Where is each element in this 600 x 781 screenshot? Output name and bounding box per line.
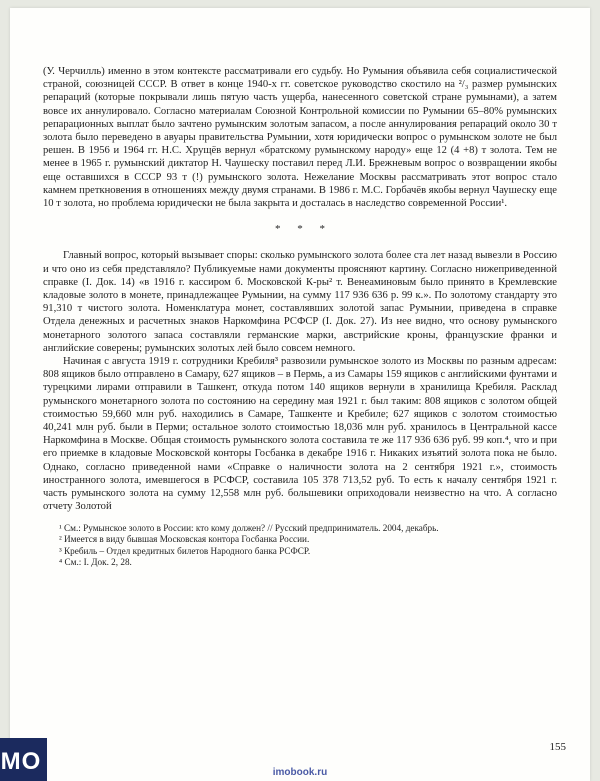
publisher-logo xyxy=(0,738,47,781)
paragraph-main-question: Главный вопрос, который вызывает споры: сколько румынского золота более ста лет назад вывезли в Россию и что оно из себя представляло? Публикуемые нами документы проясняют картину. Согласно нижеприведенной справке (I. Док. 14) «в 1916 г. кассиром б. Московской К-ры² т. Венеаминовым было принято в Кремлевские кладовые золото в монете, принадлежащее Румынии, на сумму 117 936 636 р. 99 к.». По золотому стандарту это 91,310 т чистого золота. Номенклатура монет, составлявших золотой запас Румынии, приведена в справке Отдела денежных и расчетных знаков Наркомфина РСФСР (I. Док. 27). Из нее видно, что основу румынского монетарного золотого запаса составляли германские марки, австрийские кроны, французские франки и английские соверены; румынских золотых лей было совсем немного. xyxy=(43,250,557,354)
main-text-block xyxy=(10,8,590,514)
section-separator: * * * xyxy=(275,223,325,236)
page-number: 155 xyxy=(549,741,566,753)
footnote-1: ¹ См.: Румынское золото в России: кто кому должен? // Русский предприниматель. 2004, декабрь. xyxy=(59,522,439,533)
footnote-2: ² Имеется в виду бывшая Московская контора Госбанка России. xyxy=(59,534,310,545)
footnote-3: ³ Кребиль – Отдел кредитных билетов Народного банка РСФСР. xyxy=(59,545,311,556)
footnotes-block xyxy=(10,523,590,569)
publisher-logo-text: МО xyxy=(0,748,42,775)
paragraph-gold-distribution: Начиная с августа 1919 г. сотрудники Кребиля³ развозили румынское золото из Москвы по разным адресам: 808 ящиков было отправлено в Самару, 627 ящиков – в Пермь, а из Самары 159 ящиков с английскими фунтами и турецкими лирами отправили в Ташкент, откуда потом 140 ящиков вернули в хранилища Кребиля. Расклад румынского монетарного золота по состоянию на середину мая 1921 г. был таким: 808 ящиков с золотом общей стоимостью 59,660 млн руб. находились в Самаре, Ташкенте и Кребиле; 627 ящиков с золотом стоимостью 40,241 млн руб. были в Перми; остальное золото стоимостью 18,036 млн руб. хранилось в Центральной кассе Наркомфина в Москве. Общая стоимость румынского золота составила те же 117 936 636 руб. 99 коп.⁴, что и при его приемке в кладовые Московской конторы Госбанка в декабре 1916 г. Никаких изъятий золота пока не было. Однако, согласно приведенной нами «Справке о наличности золота на 2 сентября 1921 г.», стоимость иностранного золота, имевшегося в РСФСР, составила 105 378 713,52 руб. То есть к началу сентября 1921 г. часть румынского золота на сумму 12,558 млн руб. большевики оприходовали неизвестно на что. А согласно отчету Золотой xyxy=(43,356,557,513)
book-page xyxy=(10,8,590,781)
paragraph-continuation: (У. Черчилль) именно в этом контексте рассматривали его судьбу. Но Румыния объявила себя социалистической страной, союзницей СССР. В ответ в конце 1940-х гг. советское руководство скостило на ²/₃ размер румынских репараций (которые покрывали лишь пятую часть ущерба, нанесенного советской стране румынами), а затем вовсе их аннулировало. Согласно материалам Союзной Контрольной комиссии по Румынии 65–80% румынских репарационных выплат было зачтено румынским золотым запасом, а после аннулирования репараций около 30 т золота было переведено в авуары правительства Румынии, хотя юридически вопрос о румынском золоте не был решен. В 1956 и 1964 гг. Н.С. Хрущёв вернул «братскому румынскому народу» еще 12 (4 +8) т золота. Тем не менее в 1965 г. румынский диктатор Н. Чаушеску поставил перед Л.И. Брежневым вопрос о возвращении якобы еще оставшихся в СССР 93 т (!) румынского золота. Нежелание Москвы рассматривать этот вопрос стало камнем преткновения в отношениях между двумя странами. В 1986 г. М.С. Горбачёв якобы вернул Чаушеску еще 10 т золота, но проблема юридически не была закрыта и досталась в наследство современной России¹. xyxy=(43,66,557,210)
footnote-4: ⁴ См.: I. Док. 2, 28. xyxy=(59,557,132,568)
site-watermark: imobook.ru xyxy=(272,767,328,778)
